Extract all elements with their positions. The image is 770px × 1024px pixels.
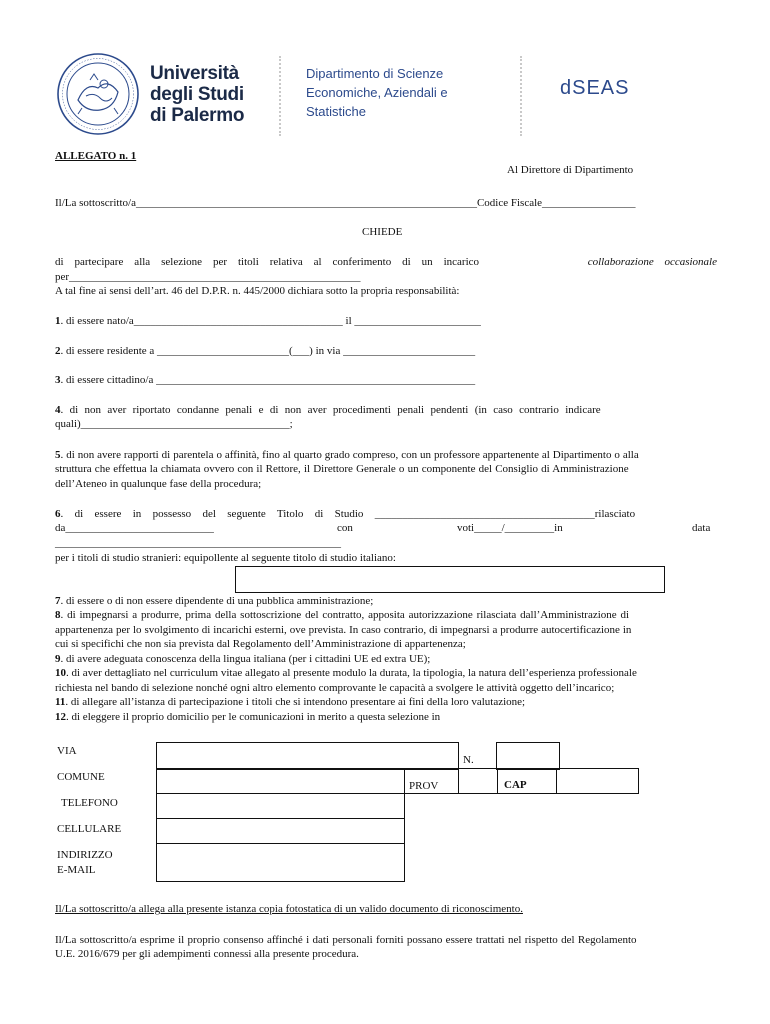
item-3-text: . di essere cittadino/a __________________________________________________________ (60, 374, 476, 386)
item-2-text: . di essere residente a ________________________(___) in via ________________________ (60, 345, 476, 357)
item-6-da: da___________________________ (55, 522, 214, 534)
item-12 (55, 711, 440, 724)
allegato-heading: ALLEGATO n. 1 (55, 150, 137, 162)
university-seal-icon (56, 52, 140, 136)
header-divider-right (520, 56, 522, 136)
item-11 (55, 696, 525, 709)
partecipare-text: di partecipare alla selezione per titoli relativa al conferimento di un incarico (55, 256, 480, 268)
cellulare-label: CELLULARE (57, 823, 122, 835)
item-2 (55, 345, 475, 358)
item-3 (55, 374, 475, 387)
item-3-number: 3 (55, 374, 61, 386)
via-label: VIA (57, 745, 77, 757)
item-10-number: 10 (55, 667, 66, 679)
item-10-line1 (55, 667, 637, 680)
university-name-line2: degli Studi (150, 84, 244, 105)
item-7-text: . di essere o di non essere dipendente di una pubblica amministrazione; (60, 595, 374, 607)
recipient-line: Al Direttore di Dipartimento (507, 164, 634, 176)
item-11-number: 11 (55, 696, 66, 708)
item-6-blank-line: ____________________________________________________ (55, 537, 341, 549)
item-5-number: 5 (55, 449, 61, 461)
per-line: per_____________________________________________________ (55, 271, 361, 283)
item-11-text: . di allegare all’istanza di partecipazione i titoli che si intendono presentare ai fini della loro valutazione; (65, 696, 526, 708)
item-12-number: 12 (55, 711, 66, 723)
item-9 (55, 653, 430, 666)
item-8-line3: cui si specifichi che non sia prevista dal Regolamento dell’Amministrazione di appartenenza; (55, 638, 466, 650)
item-6-foreign-titles: per i titoli di studio stranieri: equipollente al seguente titolo di studio italiano: (55, 552, 396, 564)
telefono-input[interactable] (156, 793, 405, 819)
consenso-line2: U.E. 2016/679 per gli adempimenti connessi alla presente procedura. (55, 948, 359, 960)
item-10-line2: richiesta nel bando di selezione nonché ogni altro elemento comprovante le capacità a svolgere le attività oggetto dell’incarico; (55, 682, 615, 694)
header-divider-left (279, 56, 281, 136)
item-12-text: . di eleggere il proprio domicilio per le comunicazioni in merito a questa selezione in (66, 711, 441, 723)
item-6-line1 (55, 508, 635, 521)
comune-input[interactable] (156, 768, 405, 794)
item-7-number: 7 (55, 595, 61, 607)
item-6-data: data (692, 522, 711, 534)
equipollente-input[interactable] (235, 566, 665, 593)
email-input[interactable] (156, 843, 405, 882)
item-4-number: 4 (55, 404, 61, 416)
item-5-line3: dell’Ateneo in qualunque fase della procedura; (55, 478, 262, 490)
indirizzo-label: INDIRIZZO (57, 849, 113, 861)
item-5-line2: struttura che effettua la chiamata ovvero con il Rettore, il Direttore Generale o un componente del Consiglio di Amministrazione (55, 463, 629, 475)
via-input[interactable] (156, 742, 459, 770)
a-tal-fine-line: A tal fine ai sensi dell’art. 46 del D.P.R. n. 445/2000 dichiara sotto la propria responsabilità: (55, 285, 460, 297)
item-8-line1 (55, 609, 629, 622)
cellulare-input[interactable] (156, 818, 405, 844)
item-1 (55, 315, 481, 328)
item-2-number: 2 (55, 345, 61, 357)
numero-input[interactable] (496, 742, 560, 770)
item-8-line2: appartenenza per lo svolgimento di incarichi esterni, ove prevista. In caso contrario, di impegnarsi a produrre autocertificazione in (55, 624, 632, 636)
item-4-line1 (55, 404, 601, 417)
item-4-line2: quali)______________________________________; (55, 418, 293, 430)
allega-statement: Il/La sottoscritto/a allega alla presente istanza copia fotostatica di un valido documento di riconoscimento. (55, 903, 523, 915)
telefono-label: TELEFONO (61, 797, 118, 809)
email-label: E-MAIL (57, 864, 96, 876)
item-6-number: 6 (55, 508, 61, 520)
item-6-con: con (337, 522, 353, 534)
cap-input[interactable] (556, 768, 639, 794)
dseas-logo: dSEAS (560, 77, 630, 99)
item-9-number: 9 (55, 653, 61, 665)
item-1-text: . di essere nato/a______________________________________ il _______________________ (60, 315, 481, 327)
numero-label: N. (463, 754, 474, 766)
department-name-line3: Statistiche (306, 104, 366, 119)
partecipare-line (55, 256, 717, 269)
department-name-line2: Economiche, Aziendali e (306, 85, 448, 100)
item-10-text-a: . di aver dettagliato nel curriculum vitae allegato al presente modulo la durata, la tipologia, la natura dell’esperienza professionale (66, 667, 637, 679)
partecipare-italic: collaborazione occasionale (587, 256, 717, 268)
department-name-line1: Dipartimento di Scienze (306, 66, 444, 81)
item-8-number: 8 (55, 609, 61, 621)
prov-label: PROV (409, 780, 439, 792)
chiede-heading: CHIEDE (362, 226, 403, 238)
sottoscritto-line: Il/La sottoscritto/a______________________________________________________________Codice Fiscale_________________ (55, 197, 636, 209)
item-5-line1 (55, 449, 639, 462)
prov-input[interactable] (458, 768, 498, 794)
university-name-line3: di Palermo (150, 105, 245, 126)
item-7 (55, 595, 373, 608)
comune-label: COMUNE (57, 771, 105, 783)
item-6-voti: voti_____/_________in (457, 522, 563, 534)
item-1-number: 1 (55, 315, 61, 327)
cap-label: CAP (504, 779, 527, 791)
item-5-text-a: . di non avere rapporti di parentela o affinità, fino al quarto grado compreso, con un professore appartenente al Dipartimento o alla (60, 449, 639, 461)
consenso-line1: Il/La sottoscritto/a esprime il proprio consenso affinché i dati personali forniti possano essere trattati nel rispetto del Regolamento (55, 934, 637, 946)
item-8-text-a: . di impegnarsi a produrre, prima della sottoscrizione del contratto, apposita autorizzazione rilasciata dall’Amministrazione di (60, 609, 630, 621)
item-4-text-a: . di non aver riportato condanne penali e di non aver procedimenti penali pendenti (in caso contrario indicare (60, 404, 601, 416)
university-name-line1: Università (150, 63, 239, 84)
item-6-text-a: . di essere in possesso del seguente Titolo di Studio ________________________________________rilasciato (60, 508, 636, 520)
item-9-text: . di avere adeguata conoscenza della lingua italiana (per i cittadini UE ed extra UE); (60, 653, 431, 665)
